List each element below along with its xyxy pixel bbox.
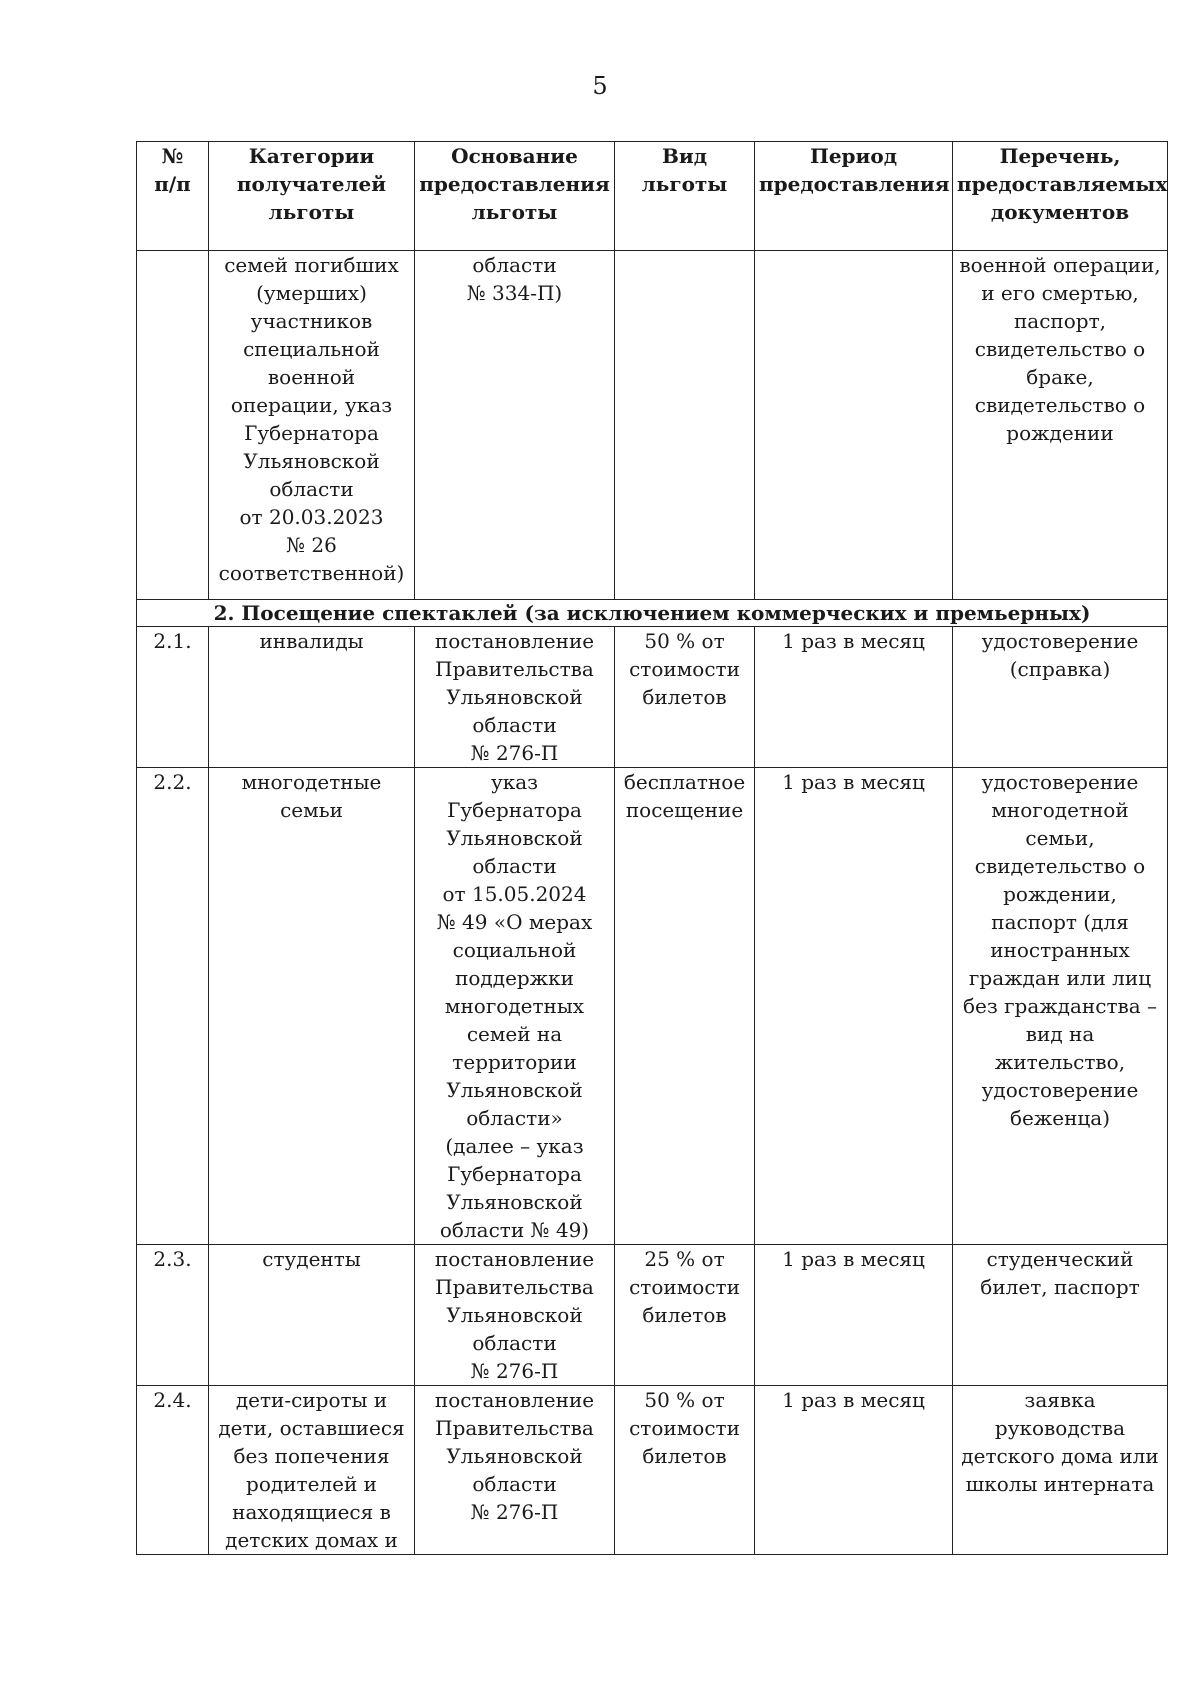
- table-row-continuation: [137, 251, 1168, 600]
- cell-category: семей погибших (умерших) участников специальной военной операции, указ Губернатора Ульяновской области от 20.03.2023 № 26 соответственной): [209, 251, 415, 600]
- cell-num: 2.3.: [137, 1245, 209, 1386]
- section-title: 2. Посещение спектаклей (за исключением коммерческих и премьерных): [137, 600, 1168, 627]
- cell-category: студенты: [209, 1245, 415, 1386]
- header-documents: Перечень, предоставляемых документов: [953, 142, 1168, 251]
- header-type: Вид льготы: [615, 142, 755, 251]
- cell-type: 50 % от стоимости билетов: [615, 1386, 755, 1555]
- cell-type: 50 % от стоимости билетов: [615, 627, 755, 768]
- table-header-row: [137, 142, 1168, 251]
- cell-type: бесплатное посещение: [615, 768, 755, 1245]
- cell-num: [137, 251, 209, 600]
- cell-documents: заявка руководства детского дома или школы интерната: [953, 1386, 1168, 1555]
- cell-type: [615, 251, 755, 600]
- section-row: [137, 600, 1168, 627]
- cell-documents: военной операции, и его смертью, паспорт, свидетельство о браке, свидетельство о рождении: [953, 251, 1168, 600]
- cell-basis: постановление Правительства Ульяновской области № 276-П: [415, 1245, 615, 1386]
- cell-category: инвалиды: [209, 627, 415, 768]
- table-row: [137, 768, 1168, 1245]
- table-row: [137, 1386, 1168, 1555]
- cell-documents: студенческий билет, паспорт: [953, 1245, 1168, 1386]
- cell-basis: постановление Правительства Ульяновской области № 276-П: [415, 1386, 615, 1555]
- header-basis: Основание предоставления льготы: [415, 142, 615, 251]
- cell-basis: постановление Правительства Ульяновской области № 276-П: [415, 627, 615, 768]
- table-row: [137, 1245, 1168, 1386]
- cell-category: дети-сироты и дети, оставшиеся без попечения родителей и находящиеся в детских домах и: [209, 1386, 415, 1555]
- cell-period: 1 раз в месяц: [755, 627, 953, 768]
- cell-period: [755, 251, 953, 600]
- benefits-table: [136, 141, 1168, 1555]
- cell-type: 25 % от стоимости билетов: [615, 1245, 755, 1386]
- cell-num: 2.2.: [137, 768, 209, 1245]
- cell-period: 1 раз в месяц: [755, 1386, 953, 1555]
- cell-documents: удостоверение многодетной семьи, свидетельство о рождении, паспорт (для иностранных граждан или лиц без гражданства – вид на жительство, удостоверение беженца): [953, 768, 1168, 1245]
- cell-category: многодетные семьи: [209, 768, 415, 1245]
- header-num: № п/п: [137, 142, 209, 251]
- cell-period: 1 раз в месяц: [755, 768, 953, 1245]
- cell-period: 1 раз в месяц: [755, 1245, 953, 1386]
- cell-documents: удостоверение (справка): [953, 627, 1168, 768]
- header-category: Категории получателей льготы: [209, 142, 415, 251]
- cell-basis: указ Губернатора Ульяновской области от 15.05.2024 № 49 «О мерах социальной поддержки многодетных семей на территории Ульяновской области» (далее – указ Губернатора Ульяновской области № 49): [415, 768, 615, 1245]
- cell-num: 2.1.: [137, 627, 209, 768]
- cell-basis: области № 334-П): [415, 251, 615, 600]
- table-row: [137, 627, 1168, 768]
- header-period: Период предоставления: [755, 142, 953, 251]
- page-number: 5: [592, 72, 608, 100]
- cell-num: 2.4.: [137, 1386, 209, 1555]
